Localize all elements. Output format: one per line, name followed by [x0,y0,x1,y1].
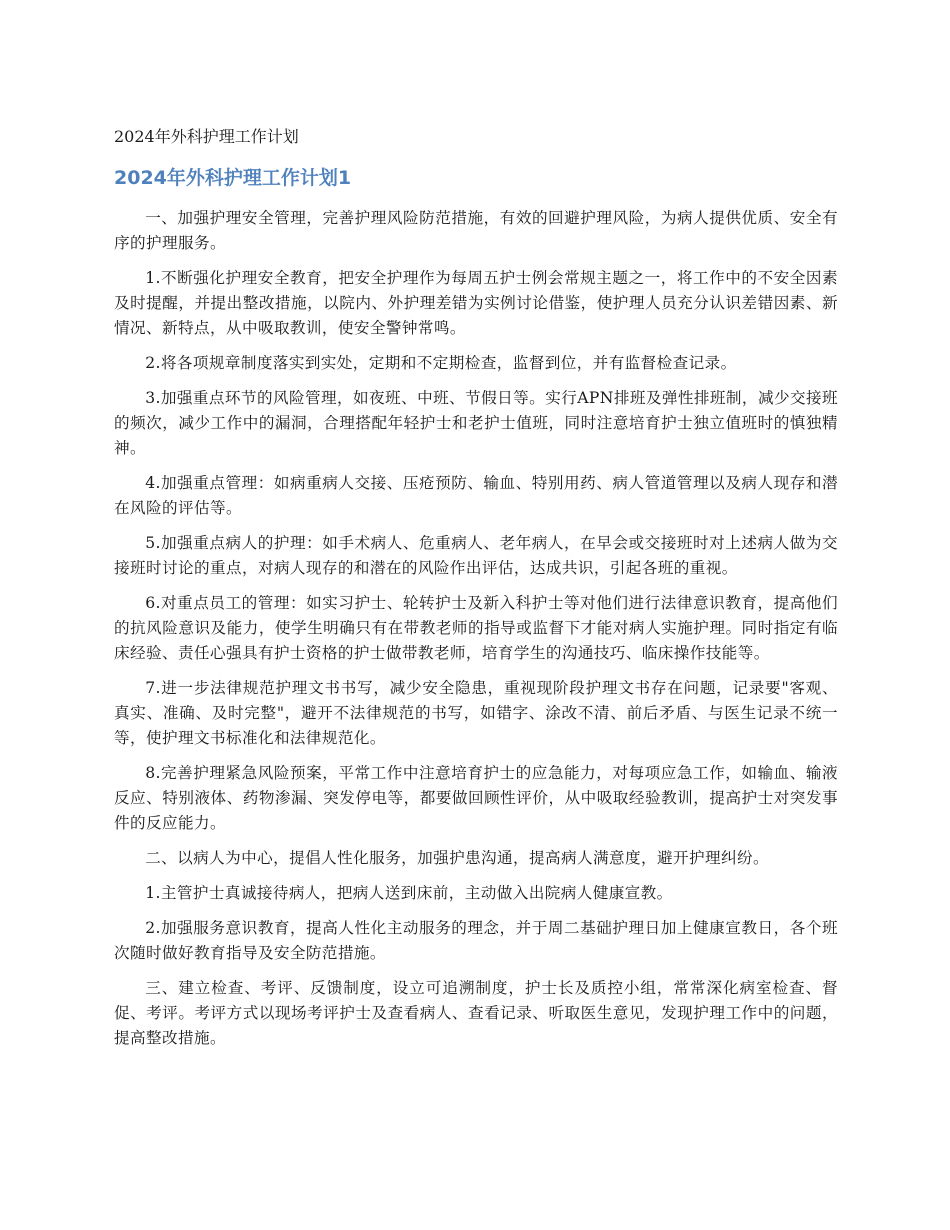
paragraph: 2.将各项规章制度落实到实处，定期和不定期检查，监督到位，并有监督检查记录。 [145,354,737,372]
paragraph: 一、加强护理安全管理，完善护理风险防范措施，有效的回避护理风险，为病人提供优质、安全有序的护理服务。 [114,209,838,252]
paragraph: 1.主管护士真诚接待病人，把病人送到床前，主动做入出院病人健康宣教。 [145,884,673,902]
paragraph: 三、建立检查、考评、反馈制度，设立可追溯制度，护士长及质控小组，常常深化病室检查、督促、考评。考评方式以现场考评护士及查看病人、查看记录、听取医生意见，发现护理工作中的问题，提高整改措施。 [114,979,838,1047]
paragraph: 8.完善护理紧急风险预案，平常工作中注意培育护士的应急能力，对每项应急工作，如输血、输液反应、特别液体、药物渗漏、突发停电等，都要做回顾性评价，从中吸取经验教训，提高护士对突发事件的反应能力。 [114,764,838,832]
paragraph: 1.不断强化护理安全教育，把安全护理作为每周五护士例会常规主题之一，将工作中的不安全因素及时提醒，并提出整改措施，以院内、外护理差错为实例讨论借鉴，使护理人员充分认识差错因素、新情况、新特点，从中吸取教训，使安全警钟常鸣。 [114,269,838,337]
paragraph: 6.对重点员工的管理：如实习护士、轮转护士及新入科护士等对他们进行法律意识教育，提高他们的抗风险意识及能力，使学生明确只有在带教老师的指导或监督下才能对病人实施护理。同时指定有临床经验、责任心强具有护士资格的护士做带教老师，培育学生的沟通技巧、临床操作技能等。 [114,594,838,662]
paragraph: 二、以病人为中心，提倡人性化服务，加强护患沟通，提高病人满意度，避开护理纠纷。 [145,849,769,867]
paragraph: 3.加强重点环节的风险管理，如夜班、中班、节假日等。实行APN排班及弹性排班制，减少交接班的频次，减少工作中的漏洞，合理搭配年轻护士和老护士值班，同时注意培育护士独立值班时的慎独精神。 [114,389,838,457]
paragraph: 7.进一步法律规范护理文书书写，减少安全隐患，重视现阶段护理文书存在问题，记录要"客观、真实、准确、及时完整"，避开不法律规范的书写，如错字、涂改不清、前后矛盾、与医生记录不统一等，使护理文书标准化和法律规范化。 [114,679,838,747]
paragraph: 5.加强重点病人的护理：如手术病人、危重病人、老年病人，在早会或交接班时对上述病人做为交接班时讨论的重点，对病人现存的和潜在的风险作出评估，达成共识，引起各班的重视。 [114,534,838,577]
document-title: 2024年外科护理工作计划 [114,127,299,146]
document-body [114,206,838,1061]
paragraph: 4.加强重点管理：如病重病人交接、压疮预防、输血、特别用药、病人管道管理以及病人现存和潜在风险的评估等。 [114,474,838,517]
paragraph: 2.加强服务意识教育，提高人性化主动服务的理念，并于周二基础护理日加上健康宣教日，各个班次随时做好教育指导及安全防范措施。 [114,919,838,962]
section-heading: 2024年外科护理工作计划1 [114,167,352,189]
